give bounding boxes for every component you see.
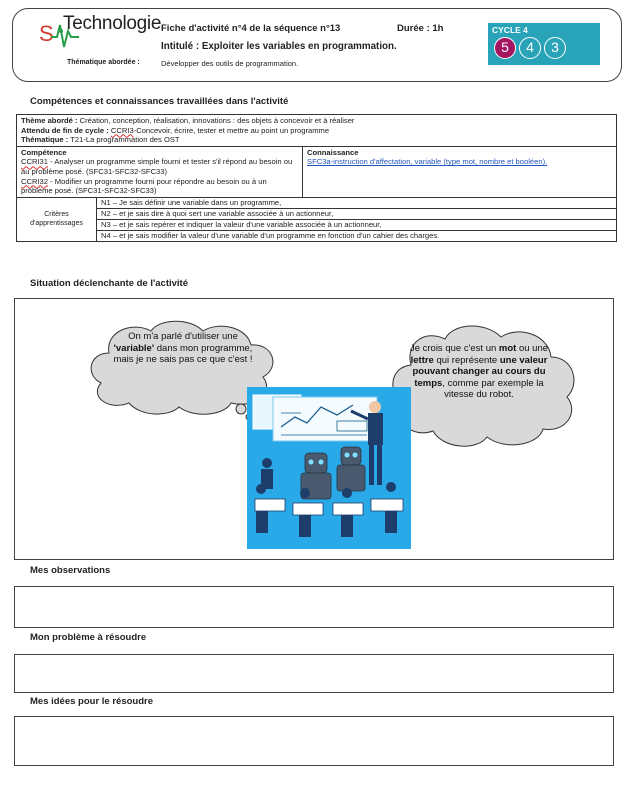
level-code: N3 <box>101 219 111 229</box>
level-code: N4 <box>101 230 111 240</box>
situation-frame <box>14 298 614 560</box>
svg-text:S: S <box>39 21 54 46</box>
competence-2-text: - Modifier un programme fourni pour répondre au besoin ou à un problème posé. (SFC31-SFC32-SFC33) <box>21 176 267 196</box>
competence-1-code: CCRI31 <box>21 157 49 167</box>
level-text: – Je sais définir une variable dans un programme, <box>110 197 282 207</box>
cloud-text-part: ou une <box>516 343 549 354</box>
cloud-left-text <box>107 331 259 366</box>
cloud-text-bold: mot <box>498 343 517 354</box>
attendu-code: CCRI3 <box>110 125 134 135</box>
theme-cell <box>17 115 617 147</box>
thematique-table-label: Thématique : <box>21 135 69 145</box>
cloud-text-part: On m'a parlé d'utiliser une <box>128 331 238 342</box>
duree: Durée : 1h <box>397 23 444 34</box>
level-n2 <box>97 208 617 219</box>
cloud-text-bold: lettre <box>410 354 434 366</box>
level-n4 <box>97 230 617 241</box>
logo-text: Technologie <box>63 13 162 34</box>
competence-header: Compétence <box>21 147 67 157</box>
competences-title: Compétences et connaissances travaillées dans l'activité <box>30 96 289 107</box>
observations-title: Mes observations <box>30 565 111 576</box>
cycle-level-4: 4 <box>519 37 541 59</box>
connaissance-link[interactable]: SFC3a-instruction d'affectation, variable (type mot, nombre et booléen). <box>307 157 548 167</box>
level-n3 <box>97 219 617 230</box>
cloud-text-part: Je crois que c'est un <box>409 343 499 354</box>
cycle-level-5: 5 <box>494 37 516 59</box>
connaissance-cell <box>303 146 617 197</box>
cloud-right-text <box>407 343 551 401</box>
theme-label: Thème abordé : <box>21 116 78 125</box>
observations-box[interactable] <box>14 586 614 628</box>
probleme-title: Mon problème à résoudre <box>30 632 147 643</box>
competences-table <box>16 114 617 242</box>
probleme-box[interactable] <box>14 654 614 693</box>
level-code: N2 <box>101 208 111 218</box>
level-code: N1 <box>101 197 111 207</box>
criteres-label: Critères d'apprentissages <box>17 197 97 241</box>
idees-title: Mes idées pour le résoudre <box>30 696 154 707</box>
classroom-illustration <box>247 387 411 549</box>
thematique-value: Développer des outils de programmation. <box>161 59 299 68</box>
level-text: – et je sais modifier la valeur d'une variable d'un programme en fonction d'un cahier des charges. <box>110 230 440 240</box>
cloud-text-bold: une valeur pouvant changer au cours du temps <box>412 354 548 389</box>
cycle-level-3: 3 <box>544 37 566 59</box>
cycle-label: CYCLE 4 <box>492 25 528 35</box>
theme-value: Création, conception, réalisation, innovations : des objets à concevoir et à réaliser <box>77 116 355 125</box>
fiche-title: Fiche d'activité n°4 de la séquence n°13 <box>161 23 341 34</box>
thematique-label: Thématique abordée : <box>67 59 140 66</box>
connaissance-header: Connaissance <box>307 147 359 157</box>
thematique-table-value: T21-La programmation des OST <box>68 135 180 145</box>
level-text: – et je sais repérer et indiquer la valeur d'une variable associée à un actionneur, <box>110 219 382 229</box>
level-n1 <box>97 197 617 208</box>
competence-2-code: CCRI32 <box>21 176 49 186</box>
cloud-text-part: qui représente <box>433 354 500 366</box>
header-card <box>12 8 622 82</box>
competence-1-text: - Analyser un programme simple fourni et tester s'il répond au besoin ou au problème posé. (SFC31-SFC32-SFC33) <box>21 157 293 176</box>
cloud-text-part: , comme par exemple la vitesse du robot. <box>442 377 544 400</box>
cloud-text-bold: 'variable' <box>113 342 155 354</box>
level-text: – et je sais dire à quoi sert une variable associée à un actionneur, <box>110 208 334 218</box>
attendu-value: -Concevoir, écrire, tester et mettre au point un programme <box>133 125 330 135</box>
cloud-text-part: dans mon programme, mais je ne sais pas ce que c'est ! <box>113 342 253 365</box>
attendu-label: Attendu de fin de cycle : <box>21 125 109 135</box>
competence-cell <box>17 146 303 197</box>
situation-title: Situation déclenchante de l'activité <box>30 278 188 289</box>
cycle-badge <box>488 23 600 65</box>
intitule: Intitulé : Exploiter les variables en programmation. <box>161 41 397 52</box>
idees-box[interactable] <box>14 716 614 766</box>
